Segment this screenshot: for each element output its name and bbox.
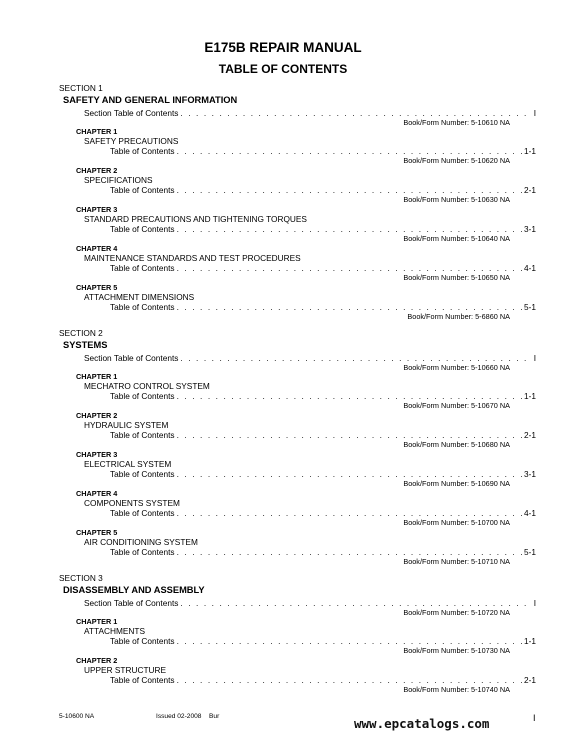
dot-leader [180, 353, 531, 363]
dot-leader [177, 391, 522, 401]
book-form-number: Book/Form Number: 5-10700 NA [403, 518, 510, 527]
toc-entry-label: Table of Contents [110, 469, 175, 479]
chapter-label: CHAPTER 4 [76, 489, 118, 498]
book-form-number: Book/Form Number: 5-10660 NA [403, 363, 510, 372]
chapter-toc-entry[interactable] [110, 636, 536, 646]
toc-page-number: 1-1 [524, 391, 536, 401]
dot-leader [177, 224, 522, 234]
chapter-label: CHAPTER 5 [76, 528, 118, 537]
toc-entry-label: Table of Contents [110, 224, 175, 234]
dot-leader [177, 675, 522, 685]
chapter-toc-entry[interactable] [110, 508, 536, 518]
chapter-toc-entry[interactable] [110, 185, 536, 195]
chapter-title: ELECTRICAL SYSTEM [84, 459, 172, 469]
footer-lang: Bur [209, 713, 220, 720]
toc-entry-label: Table of Contents [110, 508, 175, 518]
chapter-toc-entry[interactable] [110, 224, 536, 234]
toc-entry-label: Table of Contents [110, 547, 175, 557]
book-form-number: Book/Form Number: 5-10630 NA [403, 195, 510, 204]
section-heading: SAFETY AND GENERAL INFORMATION [63, 95, 238, 105]
toc-page-number: I [533, 108, 536, 118]
book-form-number: Book/Form Number: 5-10730 NA [403, 646, 510, 655]
chapter-title: STANDARD PRECAUTIONS AND TIGHTENING TORQUES [84, 214, 307, 224]
dot-leader [177, 636, 522, 646]
toc-page-number: 5-1 [524, 302, 536, 312]
book-form-number: Book/Form Number: 5-10680 NA [403, 440, 510, 449]
toc-page-number: 3-1 [524, 224, 536, 234]
toc-entry-label: Table of Contents [110, 185, 175, 195]
book-form-number: Book/Form Number: 5-10740 NA [403, 685, 510, 694]
toc-entry-label: Table of Contents [110, 675, 175, 685]
book-form-number: Book/Form Number: 5-10640 NA [403, 234, 510, 243]
book-form-number: Book/Form Number: 5-10710 NA [403, 557, 510, 566]
chapter-label: CHAPTER 2 [76, 166, 118, 175]
toc-page-number: 3-1 [524, 469, 536, 479]
dot-leader [177, 263, 522, 273]
chapter-toc-entry[interactable] [110, 146, 536, 156]
dot-leader [177, 547, 522, 557]
book-form-number: Book/Form Number: 5-10670 NA [403, 401, 510, 410]
toc-page-number: 4-1 [524, 508, 536, 518]
toc-entry-label: Table of Contents [110, 391, 175, 401]
chapter-title: MAINTENANCE STANDARDS AND TEST PROCEDURES [84, 253, 301, 263]
chapter-label: CHAPTER 1 [76, 617, 118, 626]
book-form-number: Book/Form Number: 5-10690 NA [403, 479, 510, 488]
toc-entry-label: Section Table of Contents [84, 353, 179, 363]
toc-entry-label: Section Table of Contents [84, 598, 179, 608]
chapter-toc-entry[interactable] [110, 547, 536, 557]
chapter-label: CHAPTER 5 [76, 283, 118, 292]
toc-entry-label: Table of Contents [110, 430, 175, 440]
book-form-number: Book/Form Number: 5-10620 NA [403, 156, 510, 165]
toc-page-number: 2-1 [524, 675, 536, 685]
dot-leader [177, 146, 522, 156]
chapter-toc-entry[interactable] [110, 469, 536, 479]
chapter-title: ATTACHMENTS [84, 626, 145, 636]
dot-leader [177, 469, 522, 479]
watermark-link[interactable]: www.epcatalogs.com [354, 716, 490, 731]
dot-leader [177, 430, 522, 440]
dot-leader [180, 108, 531, 118]
toc-heading: TABLE OF CONTENTS [218, 62, 348, 76]
section-heading: SYSTEMS [63, 340, 108, 350]
toc-entry-label: Table of Contents [110, 146, 175, 156]
footer-issued: Issued 02-2008 [156, 713, 202, 720]
manual-title: E175B REPAIR MANUAL [204, 40, 362, 55]
page-mark: I [533, 713, 536, 723]
section-label: SECTION 2 [59, 328, 103, 338]
toc-page-number: I [533, 353, 536, 363]
chapter-label: CHAPTER 1 [76, 127, 118, 136]
chapter-toc-entry[interactable] [110, 675, 536, 685]
dot-leader [180, 598, 531, 608]
toc-entry-label: Table of Contents [110, 302, 175, 312]
footer-doc-number: 5-10600 NA [59, 713, 95, 720]
chapter-title: HYDRAULIC SYSTEM [84, 420, 169, 430]
chapter-toc-entry[interactable] [110, 263, 536, 273]
book-form-number: Book/Form Number: 5-10650 NA [403, 273, 510, 282]
chapter-title: UPPER STRUCTURE [84, 665, 167, 675]
toc-page-number: 2-1 [524, 185, 536, 195]
section-toc-entry[interactable] [84, 353, 536, 363]
toc-page-number: 1-1 [524, 636, 536, 646]
toc-entry-label: Table of Contents [110, 636, 175, 646]
chapter-title: SPECIFICATIONS [84, 175, 153, 185]
section-heading: DISASSEMBLY AND ASSEMBLY [63, 585, 205, 595]
book-form-number: Book/Form Number: 5-10720 NA [403, 608, 510, 617]
toc-page-number: 2-1 [524, 430, 536, 440]
chapter-label: CHAPTER 2 [76, 411, 118, 420]
chapter-label: CHAPTER 4 [76, 244, 118, 253]
chapter-label: CHAPTER 1 [76, 372, 118, 381]
chapter-label: CHAPTER 2 [76, 656, 118, 665]
chapter-toc-entry[interactable] [110, 430, 536, 440]
book-form-number: Book/Form Number: 5-10610 NA [403, 118, 510, 127]
toc-entry-label: Table of Contents [110, 263, 175, 273]
section-label: SECTION 3 [59, 573, 103, 583]
toc-page-number: 1-1 [524, 146, 536, 156]
section-toc-entry[interactable] [84, 108, 536, 118]
toc-page-number: 4-1 [524, 263, 536, 273]
toc-entry-label: Section Table of Contents [84, 108, 179, 118]
dot-leader [177, 508, 522, 518]
chapter-title: ATTACHMENT DIMENSIONS [84, 292, 195, 302]
chapter-label: CHAPTER 3 [76, 450, 118, 459]
toc-page-number: 5-1 [524, 547, 536, 557]
chapter-toc-entry[interactable] [110, 391, 536, 401]
book-form-number: Book/Form Number: 5-6860 NA [407, 312, 510, 321]
chapter-title: MECHATRO CONTROL SYSTEM [84, 381, 210, 391]
chapter-label: CHAPTER 3 [76, 205, 118, 214]
chapter-title: COMPONENTS SYSTEM [84, 498, 180, 508]
dot-leader [177, 302, 522, 312]
chapter-title: SAFETY PRECAUTIONS [84, 136, 179, 146]
chapter-toc-entry[interactable] [110, 302, 536, 312]
dot-leader [177, 185, 522, 195]
section-toc-entry[interactable] [84, 598, 536, 608]
section-label: SECTION 1 [59, 83, 103, 93]
toc-page-number: I [533, 598, 536, 608]
chapter-title: AIR CONDITIONING SYSTEM [84, 537, 198, 547]
